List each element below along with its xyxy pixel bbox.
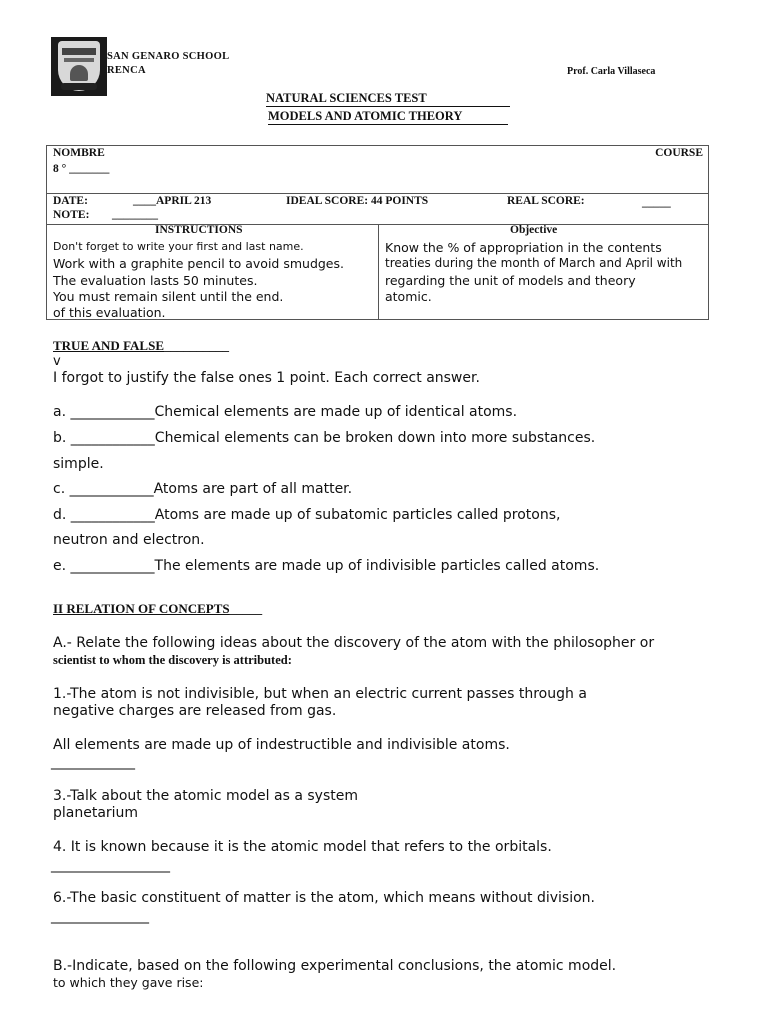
instruction-line: Work with a graphite pencil to avoid smudges. <box>53 256 344 271</box>
part-a-instruction: A.- Relate the following ideas about the discovery of the atom with the philosopher or <box>53 635 655 651</box>
question-2: All elements are made up of indestructible and indivisible atoms. <box>53 737 510 753</box>
teacher-name: Prof. Carla Villaseca <box>567 66 656 77</box>
school-name: SAN GENARO SCHOOL <box>107 51 230 62</box>
true-false-item-b-cont: simple. <box>53 456 104 472</box>
true-false-item-a: a. ____________Chemical elements are made up of identical atoms. <box>53 404 518 420</box>
true-false-item-d-cont: neutron and electron. <box>53 532 205 548</box>
true-false-item-c: c. ____________Atoms are part of all matter. <box>53 481 353 497</box>
ideal-score: IDEAL SCORE: 44 POINTS <box>286 195 429 207</box>
answer-blank: ______________ <box>51 908 149 924</box>
true-false-item-b: b. ____________Chemical elements can be broken down into more substances. <box>53 430 596 446</box>
real-score-blank: _____ <box>642 197 671 209</box>
true-false-item-d: d. ____________Atoms are made up of subatomic particles called protons, <box>53 507 561 523</box>
answer-blank: ____________ <box>51 754 135 770</box>
objective-line: regarding the unit of models and theory <box>385 273 636 288</box>
school-logo <box>51 37 107 96</box>
school-location: RENCA <box>107 65 146 76</box>
question-3: 3.-Talk about the atomic model as a system <box>53 788 358 804</box>
question-1: 1.-The atom is not indivisible, but when an electric current passes through a <box>53 686 587 702</box>
part-b-instruction-cont: to which they gave rise: <box>53 975 204 990</box>
name-label: NOMBRE <box>53 147 105 159</box>
true-false-heading: TRUE AND FALSE__________ <box>53 338 230 353</box>
question-3-cont: planetarium <box>53 805 139 821</box>
relation-heading: II RELATION OF CONCEPTS_____ <box>53 601 263 616</box>
info-table <box>46 145 709 320</box>
part-a-instruction-cont: scientist to whom the discovery is attributed: <box>53 653 292 667</box>
objective-line: atomic. <box>385 289 432 304</box>
true-false-item-e: e. ____________The elements are made up of indivisible particles called atoms. <box>53 558 600 574</box>
real-score-label: REAL SCORE: <box>507 195 585 207</box>
objective-line: treaties during the month of March and April with <box>385 256 683 270</box>
objective-line: Know the % of appropriation in the contents <box>385 240 662 255</box>
stray-mark: v <box>53 354 61 369</box>
page-subtitle: MODELS AND ATOMIC THEORY <box>268 109 508 125</box>
true-false-intro: I forgot to justify the false ones 1 point. Each correct answer. <box>53 370 480 386</box>
question-4: 4. It is known because it is the atomic model that refers to the orbitals. <box>53 839 552 855</box>
note-blank: ________ <box>112 209 158 221</box>
instruction-line: The evaluation lasts 50 minutes. <box>53 273 258 288</box>
question-6: 6.-The basic constituent of matter is the atom, which means without division. <box>53 890 595 906</box>
objective-heading: Objective <box>510 224 558 236</box>
date-label: DATE: <box>53 195 88 207</box>
date-value: ____APRIL 213 <box>133 195 212 207</box>
question-1-cont: negative charges are released from gas. <box>53 703 337 719</box>
note-label: NOTE: <box>53 209 90 221</box>
grade-field: 8 ° _______ <box>53 163 110 175</box>
instruction-line: of this evaluation. <box>53 305 166 320</box>
course-label: COURSE <box>655 147 703 159</box>
page-title: NATURAL SCIENCES TEST <box>266 91 510 107</box>
part-b-instruction: B.-Indicate, based on the following experimental conclusions, the atomic model. <box>53 958 617 974</box>
answer-blank: _________________ <box>51 857 170 873</box>
instruction-line: Don't forget to write your first and last name. <box>53 240 304 253</box>
instructions-heading: INSTRUCTIONS <box>155 224 243 236</box>
instruction-line: You must remain silent until the end. <box>53 289 284 304</box>
